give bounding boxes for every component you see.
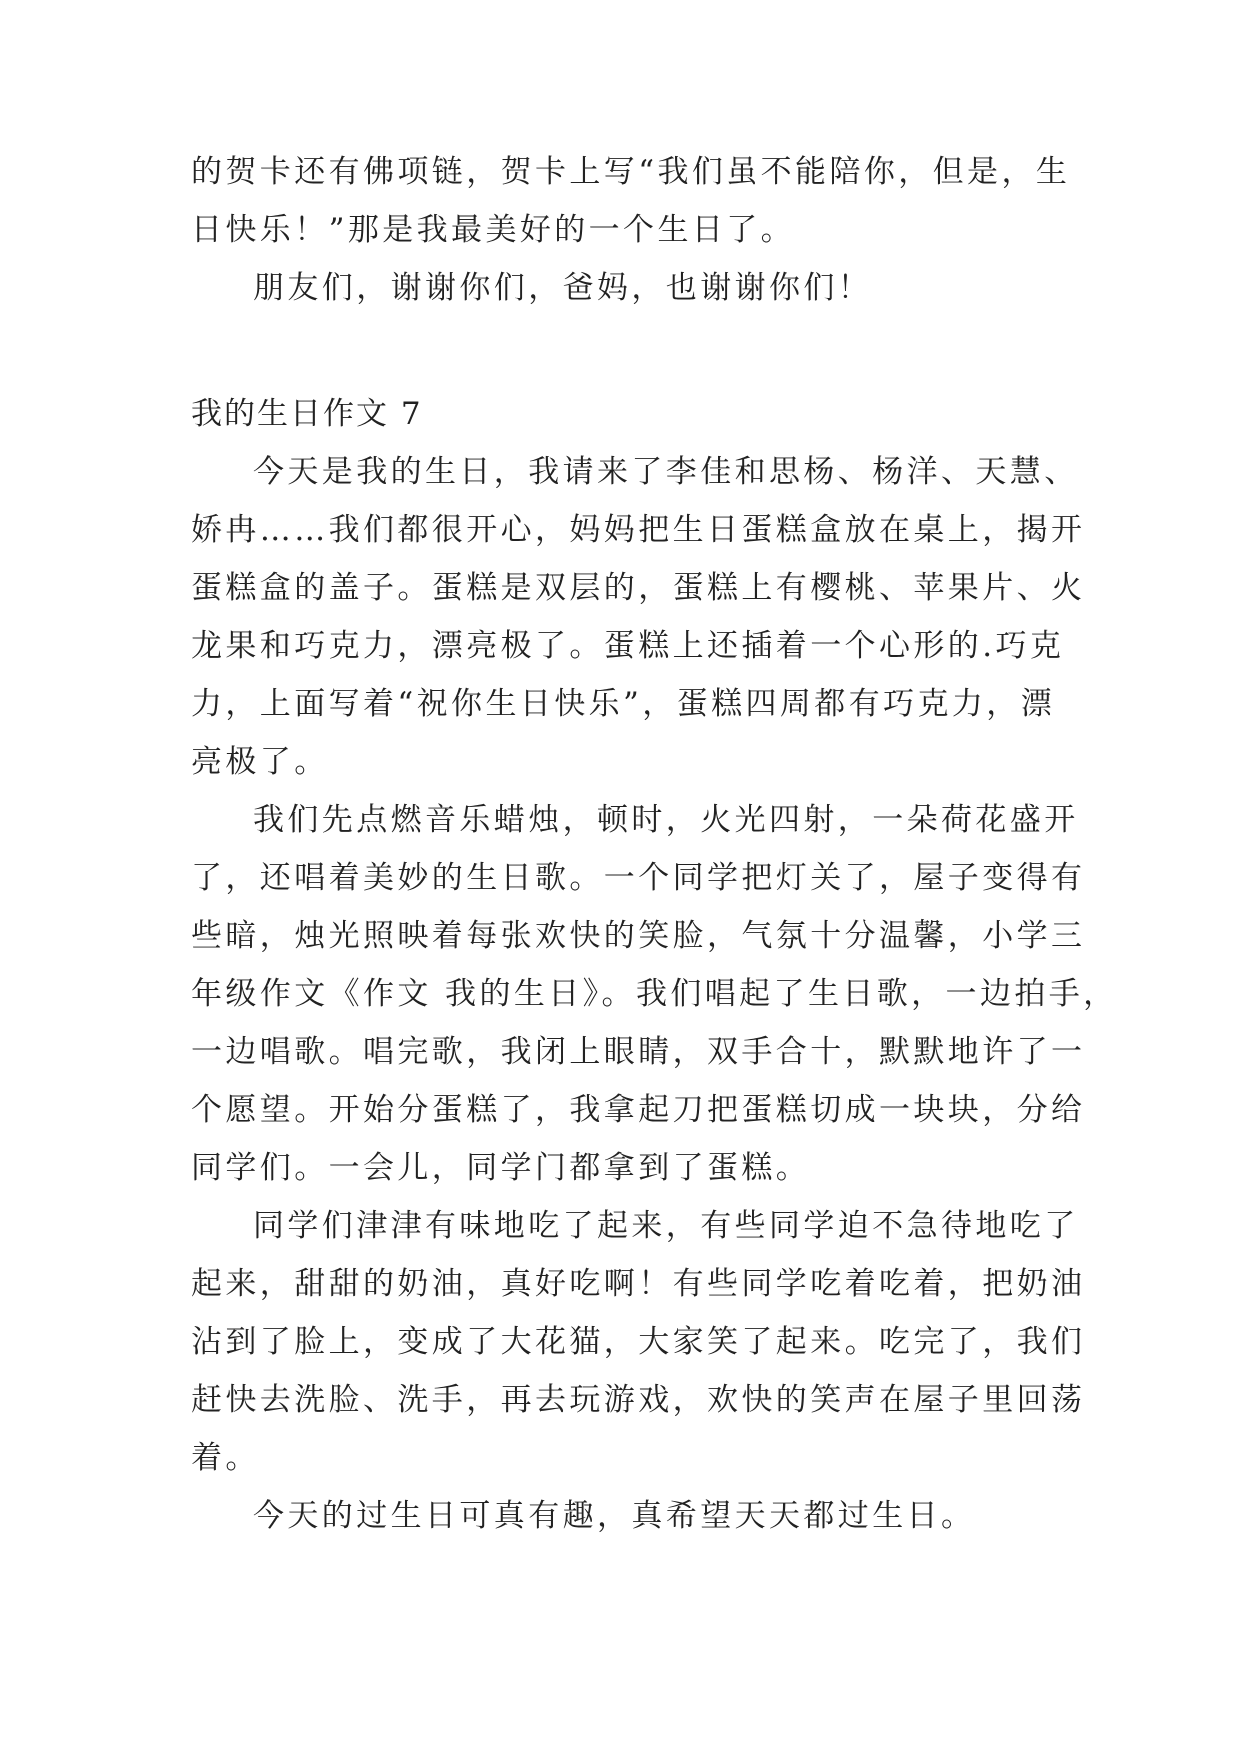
text-line: 赶快去洗脸、洗手，再去玩游戏，欢快的笑声在屋子里回荡 xyxy=(191,1382,1086,1418)
text-line: 着。 xyxy=(191,1440,260,1476)
text-line: 今天是我的生日，我请来了李佳和思杨、杨洋、天慧、 xyxy=(253,454,1079,490)
text-line: 娇冉……我们都很开心，妈妈把生日蛋糕盒放在桌上，揭开 xyxy=(191,512,1086,548)
text-line: 亮极了。 xyxy=(191,744,329,780)
section-title: 我的生日作文 7 xyxy=(191,396,423,432)
text-line: 起来，甜甜的奶油，真好吃啊！有些同学吃着吃着，把奶油 xyxy=(191,1266,1086,1302)
text-line: 沾到了脸上，变成了大花猫，大家笑了起来。吃完了，我们 xyxy=(191,1324,1086,1360)
text-line: 蛋糕盒的盖子。蛋糕是双层的，蛋糕上有樱桃、苹果片、火 xyxy=(191,570,1086,606)
text-line: 一边唱歌。唱完歌，我闭上眼睛，双手合十，默默地许了一 xyxy=(191,1034,1086,1070)
text-line: 的贺卡还有佛项链，贺卡上写“我们虽不能陪你，但是，生 xyxy=(191,154,1071,190)
text-line: 今天的过生日可真有趣，真希望天天都过生日。 xyxy=(253,1498,976,1534)
text-line: 朋友们，谢谢你们，爸妈，也谢谢你们！ xyxy=(253,270,873,306)
text-line: 些暗，烛光照映着每张欢快的笑脸，气氛十分温馨，小学三 xyxy=(191,918,1086,954)
text-line: 龙果和巧克力，漂亮极了。蛋糕上还插着一个心形的.巧克 xyxy=(191,628,1065,664)
text-line: 同学们津津有味地吃了起来，有些同学迫不急待地吃了 xyxy=(253,1208,1079,1244)
text-line: 个愿望。开始分蛋糕了，我拿起刀把蛋糕切成一块块，分给 xyxy=(191,1092,1086,1128)
text-line: 力，上面写着“祝你生日快乐”，蛋糕四周都有巧克力，漂 xyxy=(191,686,1056,722)
text-line: 年级作文《作文 我的生日》。我们唱起了生日歌，一边拍手， xyxy=(191,976,1118,1012)
text-line: 日快乐！”那是我最美好的一个生日了。 xyxy=(191,212,796,248)
text-line: 了，还唱着美妙的生日歌。一个同学把灯关了，屋子变得有 xyxy=(191,860,1086,896)
text-line: 同学们。一会儿，同学门都拿到了蛋糕。 xyxy=(191,1150,811,1186)
text-line: 我们先点燃音乐蜡烛，顿时，火光四射，一朵荷花盛开 xyxy=(253,802,1079,838)
